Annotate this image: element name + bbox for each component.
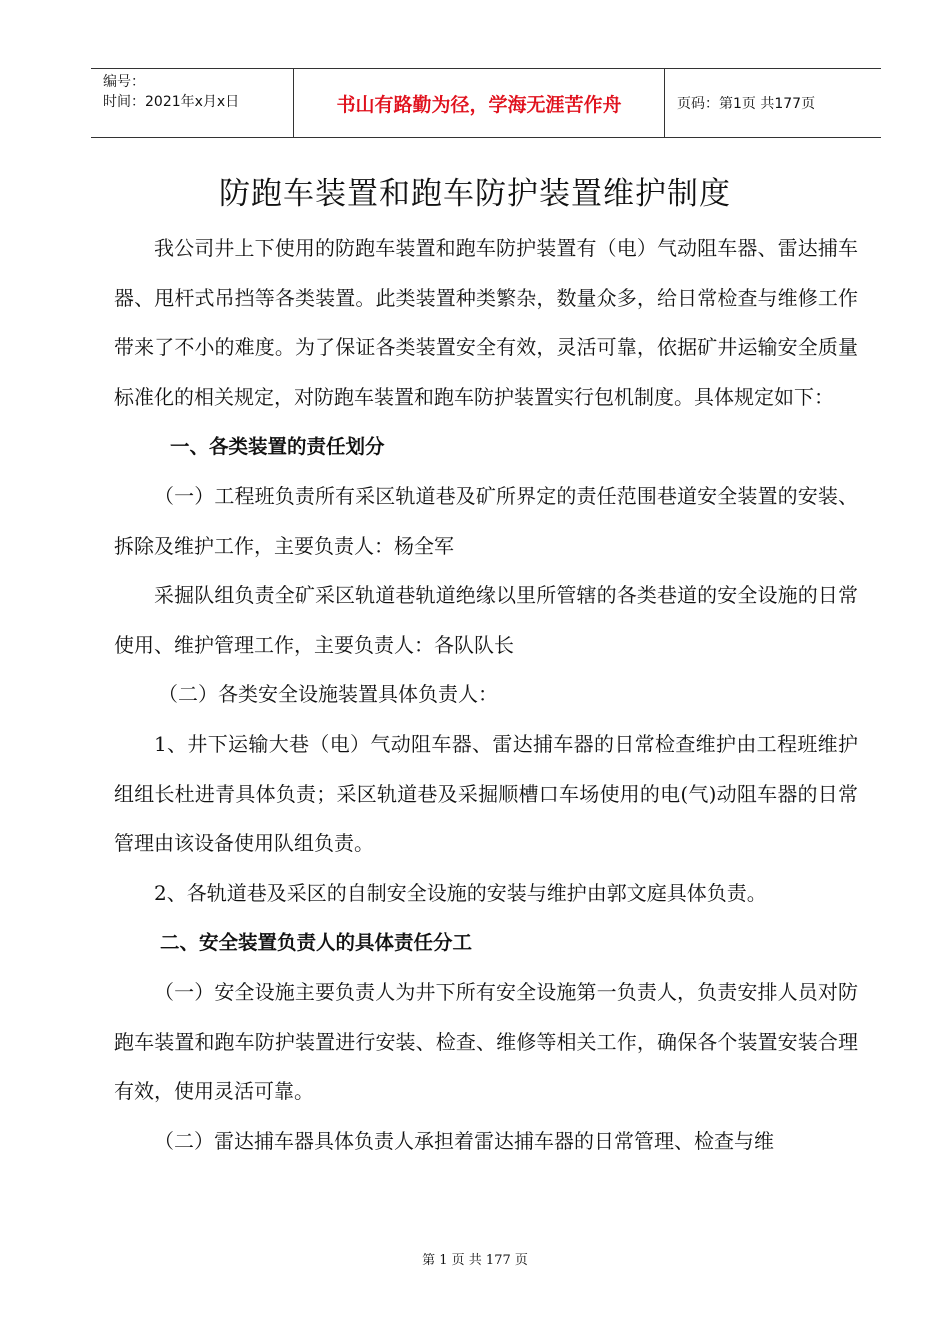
section-heading-2: 二、安全装置负责人的具体责任分工 (160, 931, 473, 955)
section-heading-1: 一、各类装置的责任划分 (170, 435, 385, 459)
section2-paragraph-2: （二）雷达捕车器具体负责人承担着雷达捕车器的日常管理、检查与维 (154, 1128, 774, 1153)
section2-paragraph-1: （一）安全设施主要负责人为井下所有安全设施第一负责人，负责安排人员对防跑车装置和跑车防护装置进行安装、检查、维修等相关工作，确保各个装置安装合理有效，使用灵活可靠。 (114, 979, 858, 1104)
section1-item-1: 1、井下运输大巷（电）气动阻车器、雷达捕车器的日常检查维护由工程班维护组组长杜进青具体负责；采区轨道巷及采掘顺槽口车场使用的电(气)动阻车器的日常管理由该设备使用队组负责。 (114, 731, 858, 856)
header-meta (91, 69, 293, 137)
section1-paragraph-2: 采掘队组负责全矿采区轨道巷轨道绝缘以里所管辖的各类巷道的安全设施的日常使用、维护管理工作，主要负责人：各队队长 (114, 583, 858, 657)
section1-subheading-2: （二）各类安全设施装置具体负责人： (158, 682, 498, 707)
document-title: 防跑车装置和跑车防护装置维护制度 (219, 176, 731, 212)
section1-item-2: 2、各轨道巷及采区的自制安全设施的安装与维护由郭文庭具体负责。 (154, 880, 767, 905)
document-header (91, 68, 881, 138)
header-page-label: 页码：第1页 共177页 (677, 96, 816, 112)
document-body (114, 224, 858, 1166)
intro-paragraph: 我公司井上下使用的防跑车装置和跑车防护装置有（电）气动阻车器、雷达捕车器、甩杆式吊挡等各类装置。此类装置种类繁杂，数量众多，给日常检查与维修工作带来了不小的难度。为了保证各类装置安全有效，灵活可靠，依据矿井运输安全质量标准化的相关规定，对防跑车装置和跑车防护装置实行包机制度。具体规定如下： (114, 236, 858, 409)
page-footer: 第 1 页 共 177 页 (422, 1253, 528, 1268)
number-label: 编号： (103, 74, 145, 90)
section1-paragraph-1: （一）工程班负责所有采区轨道巷及矿所界定的责任范围巷道安全装置的安装、拆除及维护工作，主要负责人：杨全军 (114, 483, 858, 558)
header-motto: 书山有路勤为径，学海无涯苦作舟 (293, 69, 665, 137)
time-label: 时间：2021年x月x日 (103, 94, 240, 110)
